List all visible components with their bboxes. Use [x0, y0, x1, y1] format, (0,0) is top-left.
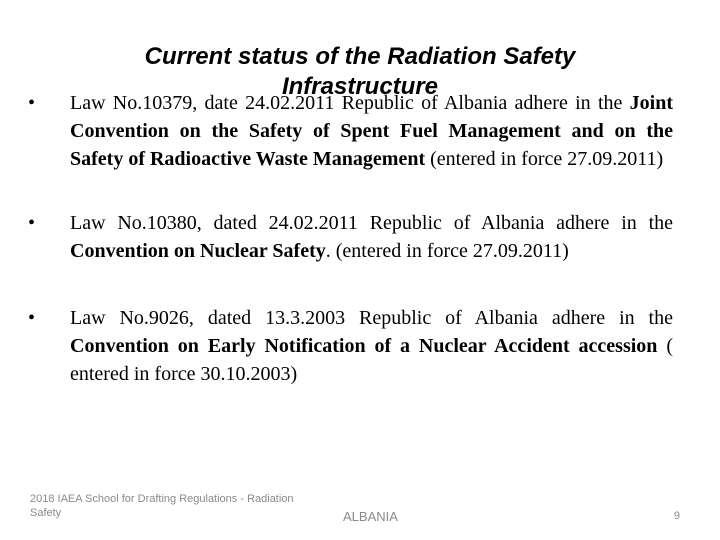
bullet-item-law-10380	[28, 209, 673, 265]
bullet-text-pre: Law No.9026, dated 13.3.2003 Republic of Albania adhere in the	[70, 307, 673, 329]
bullet-text-post: ( entered in force 30.10.2003)	[70, 335, 673, 385]
bullet-text-convention: Convention on Early Notification of a Nuclear Accident accession	[70, 335, 658, 357]
slide-title-line-1: Current status of the Radiation Safety	[144, 43, 576, 71]
bullet-marker: •	[28, 212, 36, 234]
slide-title-line-2: Infrastructure	[281, 73, 439, 101]
bullet-text-pre: Law No.10379, date 24.02.2011 Republic of Albania adhere in the	[70, 92, 630, 114]
bullet-text-post: (entered in force 27.09.2011)	[425, 148, 664, 170]
bullet-text-convention: Joint Convention on the Safety of Spent Fuel Management and on the Safety of Radioactive Waste Management	[70, 92, 673, 170]
bullet-item-law-10379	[28, 89, 673, 173]
page-number: 9	[673, 510, 680, 522]
bullet-item-law-9026	[28, 304, 673, 388]
bullet-list	[28, 89, 673, 388]
footer-country-text: ALBANIA	[343, 509, 398, 524]
bullet-text-post: . (entered in force 27.09.2011)	[325, 240, 569, 262]
bullet-text-convention: Convention on Nuclear Safety	[70, 240, 326, 262]
bullet-marker: •	[28, 92, 36, 114]
footer-event-text: 2018 IAEA School for Drafting Regulations - Radiation Safety	[30, 493, 294, 519]
bullet-marker: •	[28, 307, 36, 329]
bullet-text-pre: Law No.10380, dated 24.02.2011 Republic of Albania adhere in the	[70, 212, 673, 234]
